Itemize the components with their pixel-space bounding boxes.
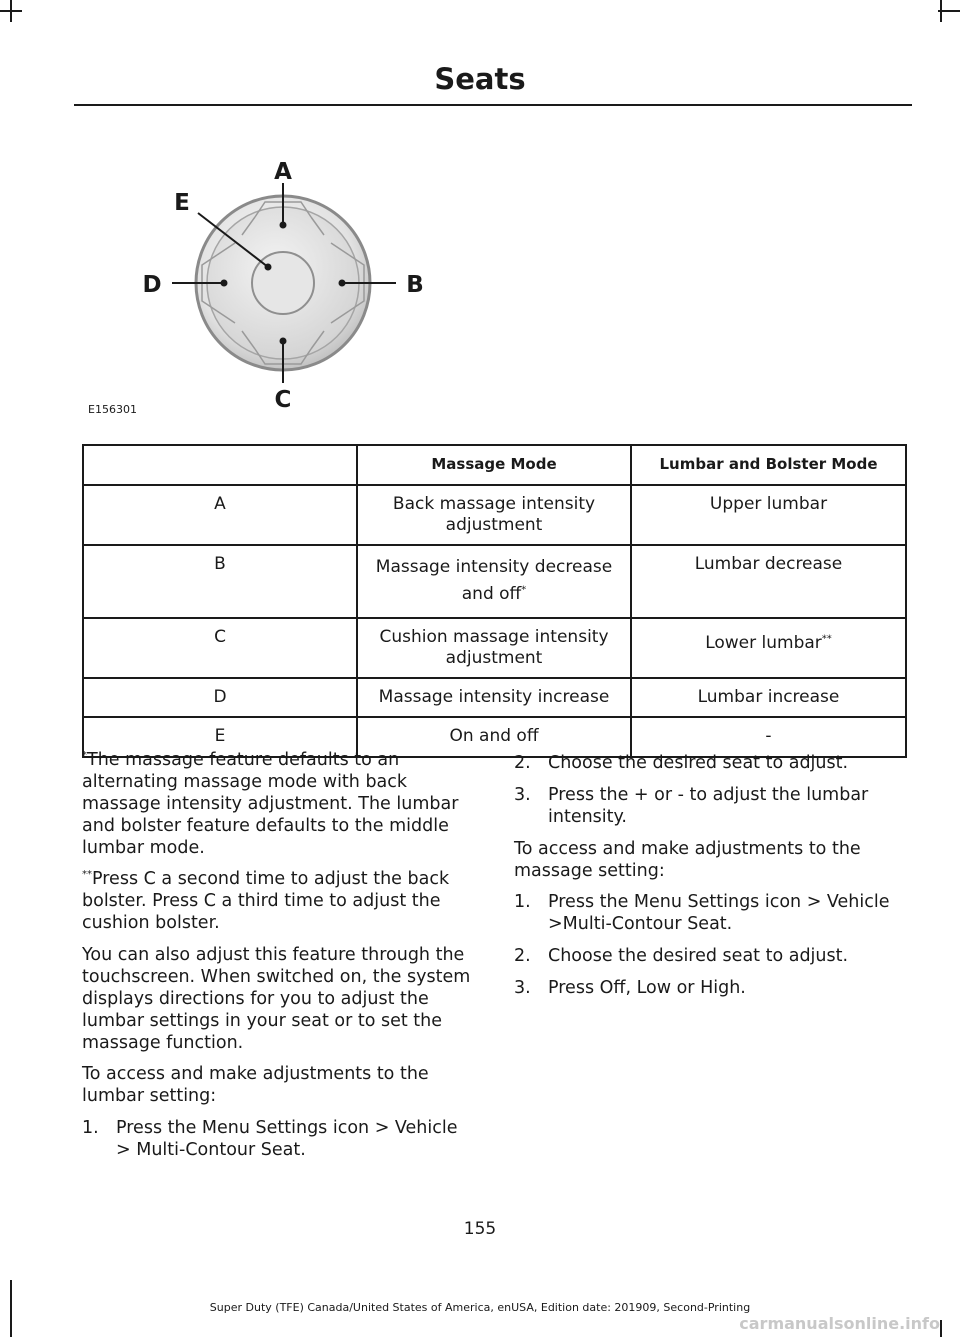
massage-access-paragraph: To access and make adjustments to the massage setting:	[514, 838, 861, 881]
list-item: 1. Press the Menu Settings icon > Vehicle >Multi-Contour Seat.	[514, 892, 890, 935]
header-rule	[74, 104, 912, 106]
crop-mark-br-v	[940, 1320, 942, 1337]
footnote-1: *The massage feature defaults to an alternating massage mode with back massage intensity adjustment. The lumbar and bolster feature defaults to the middle lumbar mode.	[82, 750, 459, 858]
lumbar-mode-cell: Lower lumbar**	[631, 618, 906, 679]
list-item: 1. Press the Menu Settings icon > Vehicle > Multi-Contour Seat.	[82, 1118, 458, 1160]
massage-mode-cell: Massage intensity decrease and off*	[357, 545, 631, 617]
massage-mode-table	[82, 444, 907, 758]
footnote-mark: **	[821, 632, 832, 644]
footer-text: Super Duty (TFE) Canada/United States of America, enUSA, Edition date: 201909, Second-Printing	[209, 1301, 751, 1314]
lumbar-access-paragraph: To access and make adjustments to the lumbar setting:	[82, 1064, 429, 1107]
massage-mode-cell: Cushion massage intensity adjustment	[357, 618, 631, 679]
lumbar-mode-cell: Upper lumbar	[631, 485, 906, 546]
list-item: 2. Choose the desired seat to adjust.	[514, 946, 849, 967]
label-d: D	[142, 272, 162, 298]
table-header-cell: Lumbar and Bolster Mode	[631, 445, 906, 485]
footnote-2: **Press C a second time to adjust the back bolster. Press C a third time to adjust the cushion bolster.	[82, 869, 450, 934]
label-e: E	[174, 190, 190, 216]
crop-mark-tr-h	[938, 10, 960, 12]
table-header-row	[83, 445, 906, 485]
lumbar-mode-cell: -	[631, 717, 906, 756]
left-column	[82, 750, 476, 1172]
crop-mark-tl-h	[0, 10, 22, 12]
row-key: B	[83, 545, 357, 617]
table-row	[83, 618, 906, 679]
massage-mode-cell: Massage intensity increase	[357, 678, 631, 717]
right-column	[514, 753, 908, 1010]
massage-mode-cell: On and off	[357, 717, 631, 756]
page-title: Seats	[434, 62, 526, 96]
table-row	[83, 485, 906, 546]
page-number: 155	[463, 1219, 497, 1239]
label-c: C	[274, 387, 292, 413]
footnote-mark: *	[521, 584, 527, 596]
table-row	[83, 545, 906, 617]
label-b: B	[406, 272, 424, 298]
touchscreen-paragraph: You can also adjust this feature through the touchscreen. When switched on, the system displays directions for you to adjust the lumbar settings in your seat or to set the massage function.	[82, 945, 471, 1053]
row-key: D	[83, 678, 357, 717]
figure-id: E156301	[88, 403, 137, 416]
list-item: 2. Choose the desired seat to adjust.	[514, 753, 849, 773]
row-key: E	[83, 717, 357, 756]
list-item: 3. Press the + or - to adjust the lumbar intensity.	[514, 784, 869, 827]
massage-control-diagram	[140, 155, 440, 425]
lumbar-mode-cell: Lumbar increase	[631, 678, 906, 717]
watermark: carmanualsonline.info	[739, 1314, 940, 1333]
label-a: A	[274, 159, 292, 185]
massage-mode-cell: Back massage intensity adjustment	[357, 485, 631, 546]
lumbar-mode-cell: Lumbar decrease	[631, 545, 906, 617]
table-row	[83, 678, 906, 717]
row-key: A	[83, 485, 357, 546]
table-header-cell: Massage Mode	[357, 445, 631, 485]
table-header-cell	[83, 445, 357, 485]
row-key: C	[83, 618, 357, 679]
list-item: 3. Press Off, Low or High.	[514, 978, 746, 998]
